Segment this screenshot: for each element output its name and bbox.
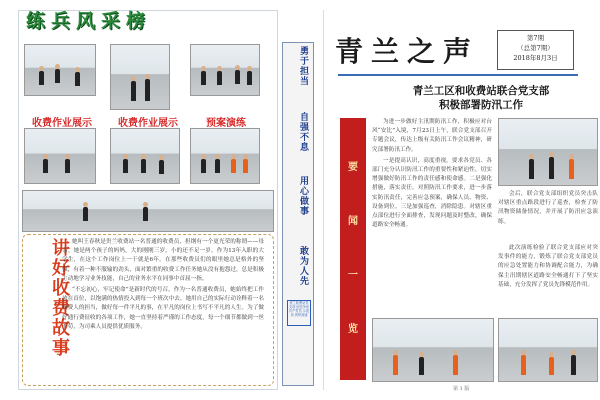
issue-total: （总第7期） <box>517 44 554 52</box>
page-number: 第 1 版 <box>453 386 470 392</box>
motto-4: 敢为人先 <box>298 246 308 286</box>
article-paragraph: 此次演练检验了联合党支部应对突发事件的能力，锻炼了联合党支部党员的应急处置能力和协调配合能力，为确保主汛期辖区道路安全畅通打下了坚实基础，充分发挥了党员先锋模范作用。 <box>498 245 598 288</box>
party-stamp: 贵兰收费站党支部 创先争优 共产党员 示范岗 贵州高速 <box>287 300 311 326</box>
story-title: 讲好收费故事 <box>49 238 70 358</box>
red-char-4: 览 <box>348 324 358 335</box>
article-paragraph: 会后，联合党支部组织党员突击队对辖区重点路段进行了巡查，检查了防汛物资储备情况，并开展了防汛应急演练。 <box>498 191 598 225</box>
photo-flood-drill-1 <box>372 318 494 382</box>
article-body-col1 <box>372 118 492 230</box>
photo-toll-drill-2 <box>110 44 170 110</box>
issue-number: 第7期 <box>526 34 545 42</box>
photo-toll-booth <box>24 128 96 184</box>
photo-toll-lane <box>110 128 180 184</box>
masthead: 青兰之声 <box>335 35 480 68</box>
caption-3: 预案演练 <box>206 118 246 129</box>
motto-3: 用心做事 <box>298 176 308 216</box>
photo-emergency-drill <box>190 128 260 184</box>
banner-title: 练兵风采榜 <box>26 10 152 32</box>
article-paragraph: 一是提高认识，高度重视。要求各党员、各部门充分认识防汛工作的重要性和紧迫性，切实增强做好防汛工作的责任感和使命感。二是强化措施，落实责任。对照防汛工作要求，进一步落实防汛责任，完善应急预案，确保人员、物资、设备到位。三是加强巡查，消除隐患。对辖区重点部位进行全面排查，发现问题及时整改，确保道路安全畅通。 <box>372 157 492 229</box>
page-divider <box>323 10 324 390</box>
photo-flood-inspection <box>498 118 598 186</box>
masthead-rule <box>338 74 578 76</box>
red-char-1: 要 <box>348 162 358 173</box>
issue-box <box>497 30 574 70</box>
issue-date: 2018年8月3日 <box>513 54 558 62</box>
story-text <box>62 238 264 332</box>
headline-line-1: 青兰工区和收费站联合党支部 <box>412 85 550 97</box>
story-paragraph: 她叫王春秋是贵兰收费站一名普通的收费员，担纲有一个更光荣的称谓——母亲。她是两个孩子的妈妈，大的刚刚三岁，小的还不足一岁。作为13年入职的大学生，在这个工作岗位上一干就是6年。在那些收费员们的眼里她总是格外的坚强，有着一种不服输的劲头，面对繁重的收费工作任务她从没有抱怨过，总是积极主动地学习业务技能，自己的业务水平在同事中首屈一指。 <box>62 239 264 282</box>
motto-1: 勇于担当 <box>298 46 308 86</box>
photo-toll-plaza <box>22 190 274 232</box>
motto-2: 自强不息 <box>298 112 308 152</box>
red-char-2: 闻 <box>348 216 358 227</box>
article-paragraph: 为进一步做好主汛期防汛工作，积极应对台风“安比”入境，7月23日上午，联合党支部召开专题会议，传达上级有关防汛工作会议精神，研究部署防汛工作。 <box>372 119 492 153</box>
headline-line-2: 积极部署防汛工作 <box>439 99 523 111</box>
article-headline <box>376 84 586 112</box>
article-body-col3 <box>498 244 598 290</box>
caption-1: 收费作业展示 <box>32 118 92 129</box>
photo-toll-drill-1 <box>24 44 96 96</box>
article-body-col2 <box>498 190 598 227</box>
red-char-3: 一 <box>348 270 358 281</box>
photo-toll-drill-3 <box>190 44 260 96</box>
story-paragraph: “不忘初心，牢记使命”是新时代的号召，作为一名普通收费员，她始终把工作放在首位，以饱满的热情投入到每一个班次中去。她用自己的实际行动诠释着一名收费人的担当，做好每一件平凡的事，在平凡的岗位上书写不平凡的人生。为了做好通行费征收的各项工作，她一直坚持着严谨的工作态度，每一个细节都做到一丝不苟，为司乘人员提供优质服务。 <box>62 287 264 330</box>
photo-flood-drill-2 <box>498 318 598 382</box>
caption-2: 收费作业展示 <box>118 118 178 129</box>
